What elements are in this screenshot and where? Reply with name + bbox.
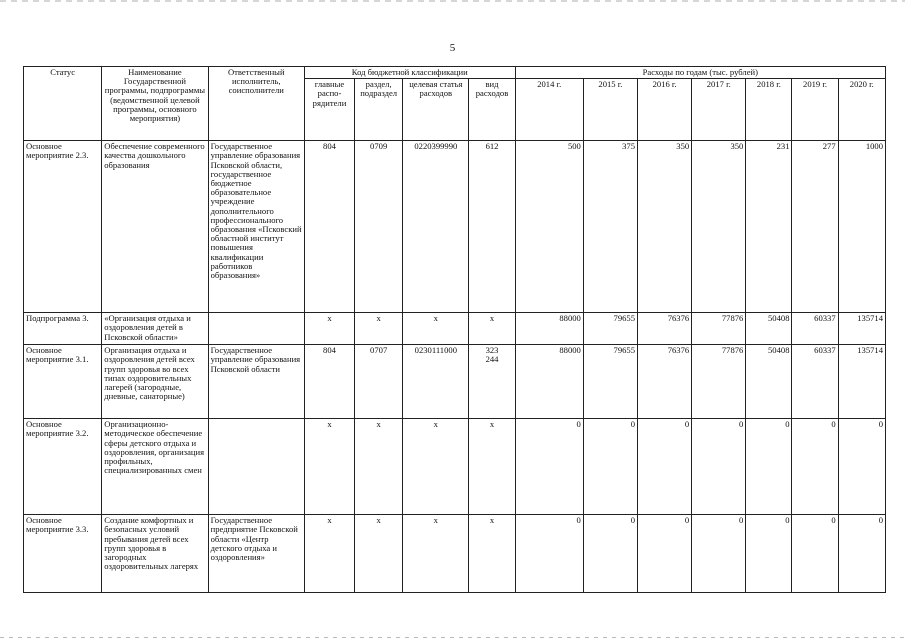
row-grbs: 804: [304, 345, 354, 419]
row-section: 0709: [355, 141, 403, 313]
row-value-2015: 79655: [583, 313, 637, 345]
row-value-2014: 88000: [515, 313, 583, 345]
row-value-2020: 0: [838, 515, 885, 593]
row-value-2019: 60337: [792, 345, 838, 419]
row-value-2016: 350: [638, 141, 692, 313]
header-year: 2016 г.: [638, 79, 692, 141]
row-value-2017: 0: [692, 515, 746, 593]
row-value-2015: 79655: [583, 345, 637, 419]
row-value-2019: 60337: [792, 313, 838, 345]
row-target: х: [403, 419, 469, 515]
row-value-2016: 0: [638, 515, 692, 593]
row-value-2020: 135714: [838, 345, 885, 419]
row-grbs: х: [304, 313, 354, 345]
page-number: 5: [449, 42, 456, 54]
row-type: х: [469, 419, 515, 515]
header-budget-code-group: Код бюджетной классификации: [304, 67, 515, 79]
header-status: Статус: [24, 67, 102, 141]
row-value-2014: 500: [515, 141, 583, 313]
row-value-2015: 375: [583, 141, 637, 313]
row-executor: Государственное управление образования Псковской области, государственное бюджетное образовательное учреждение дополнительного профессионального образования «Псковский областной институт повышения квалификации работников образования»: [208, 141, 304, 313]
row-status: Основное мероприятие 3.2.: [24, 419, 102, 515]
row-name: Обеспечение современного качества дошкольного образования: [102, 141, 208, 313]
row-value-2019: 0: [792, 419, 838, 515]
row-section: х: [355, 515, 403, 593]
row-target: х: [403, 313, 469, 345]
row-value-2018: 0: [746, 419, 792, 515]
header-executor: Ответственный исполнитель, соисполнители: [208, 67, 304, 141]
row-value-2014: 0: [515, 515, 583, 593]
table-row: [24, 141, 886, 313]
row-value-2019: 0: [792, 515, 838, 593]
row-type: х: [469, 515, 515, 593]
row-status: Основное мероприятие 2.3.: [24, 141, 102, 313]
row-value-2018: 0: [746, 515, 792, 593]
header-year: 2018 г.: [746, 79, 792, 141]
row-value-2018: 50408: [746, 345, 792, 419]
row-name: Организация отдыха и оздоровления детей всех групп здоровья во всех типах оздоровительных лагерей (загородные, дневные, санаторные): [102, 345, 208, 419]
row-status: Основное мероприятие 3.3.: [24, 515, 102, 593]
row-value-2014: 88000: [515, 345, 583, 419]
row-grbs: х: [304, 515, 354, 593]
row-value-2016: 76376: [638, 313, 692, 345]
scan-edge-bottom: [0, 637, 905, 638]
row-value-2017: 350: [692, 141, 746, 313]
row-type: х: [469, 313, 515, 345]
row-value-2018: 231: [746, 141, 792, 313]
table-row: [24, 313, 886, 345]
row-value-2017: 77876: [692, 313, 746, 345]
row-executor: Государственное предприятие Псковской области «Центр детского отдыха и оздоровления»: [208, 515, 304, 593]
row-status: Подпрограмма 3.: [24, 313, 102, 345]
row-value-2020: 0: [838, 419, 885, 515]
row-name: Организационно-методическое обеспечение сферы детского отдыха и оздоровления, организация профильных, специализированных смен: [102, 419, 208, 515]
row-value-2018: 50408: [746, 313, 792, 345]
row-executor: [208, 313, 304, 345]
header-year: 2020 г.: [838, 79, 885, 141]
table-row: [24, 515, 886, 593]
row-type: 323 244: [469, 345, 515, 419]
header-name: Наименование Государственной программы, подпрограммы (ведомственной целевой программы, основного мероприятия): [102, 67, 208, 141]
header-expenses-group: Расходы по годам (тыс. рублей): [515, 67, 885, 79]
row-target: х: [403, 515, 469, 593]
header-budget-code: вид расходов: [469, 79, 515, 141]
scan-edge-top: [0, 0, 905, 2]
header-budget-code: раздел, подраздел: [355, 79, 403, 141]
table-row: [24, 345, 886, 419]
header-year: 2014 г.: [515, 79, 583, 141]
row-executor: Государственное управление образования Псковской области: [208, 345, 304, 419]
row-value-2020: 135714: [838, 313, 885, 345]
budget-table: [23, 66, 886, 593]
row-section: 0707: [355, 345, 403, 419]
row-value-2015: 0: [583, 515, 637, 593]
row-target: 0220399990: [403, 141, 469, 313]
header-budget-code: главные распо-рядители: [304, 79, 354, 141]
row-status: Основное мероприятие 3.1.: [24, 345, 102, 419]
header-budget-code: целевая статья расходов: [403, 79, 469, 141]
table-row: [24, 419, 886, 515]
row-value-2016: 0: [638, 419, 692, 515]
header-year: 2017 г.: [692, 79, 746, 141]
row-value-2017: 77876: [692, 345, 746, 419]
row-executor: [208, 419, 304, 515]
row-name: «Организация отдыха и оздоровления детей в Псковской области»: [102, 313, 208, 345]
header-year: 2019 г.: [792, 79, 838, 141]
row-section: х: [355, 419, 403, 515]
row-value-2020: 1000: [838, 141, 885, 313]
row-value-2015: 0: [583, 419, 637, 515]
row-value-2019: 277: [792, 141, 838, 313]
row-grbs: х: [304, 419, 354, 515]
row-target: 0230111000: [403, 345, 469, 419]
row-value-2017: 0: [692, 419, 746, 515]
row-grbs: 804: [304, 141, 354, 313]
row-type: 612: [469, 141, 515, 313]
header-year: 2015 г.: [583, 79, 637, 141]
row-section: х: [355, 313, 403, 345]
row-value-2016: 76376: [638, 345, 692, 419]
row-name: Создание комфортных и безопасных условий пребывания детей всех групп здоровья в загородных оздоровительных лагерях: [102, 515, 208, 593]
row-value-2014: 0: [515, 419, 583, 515]
